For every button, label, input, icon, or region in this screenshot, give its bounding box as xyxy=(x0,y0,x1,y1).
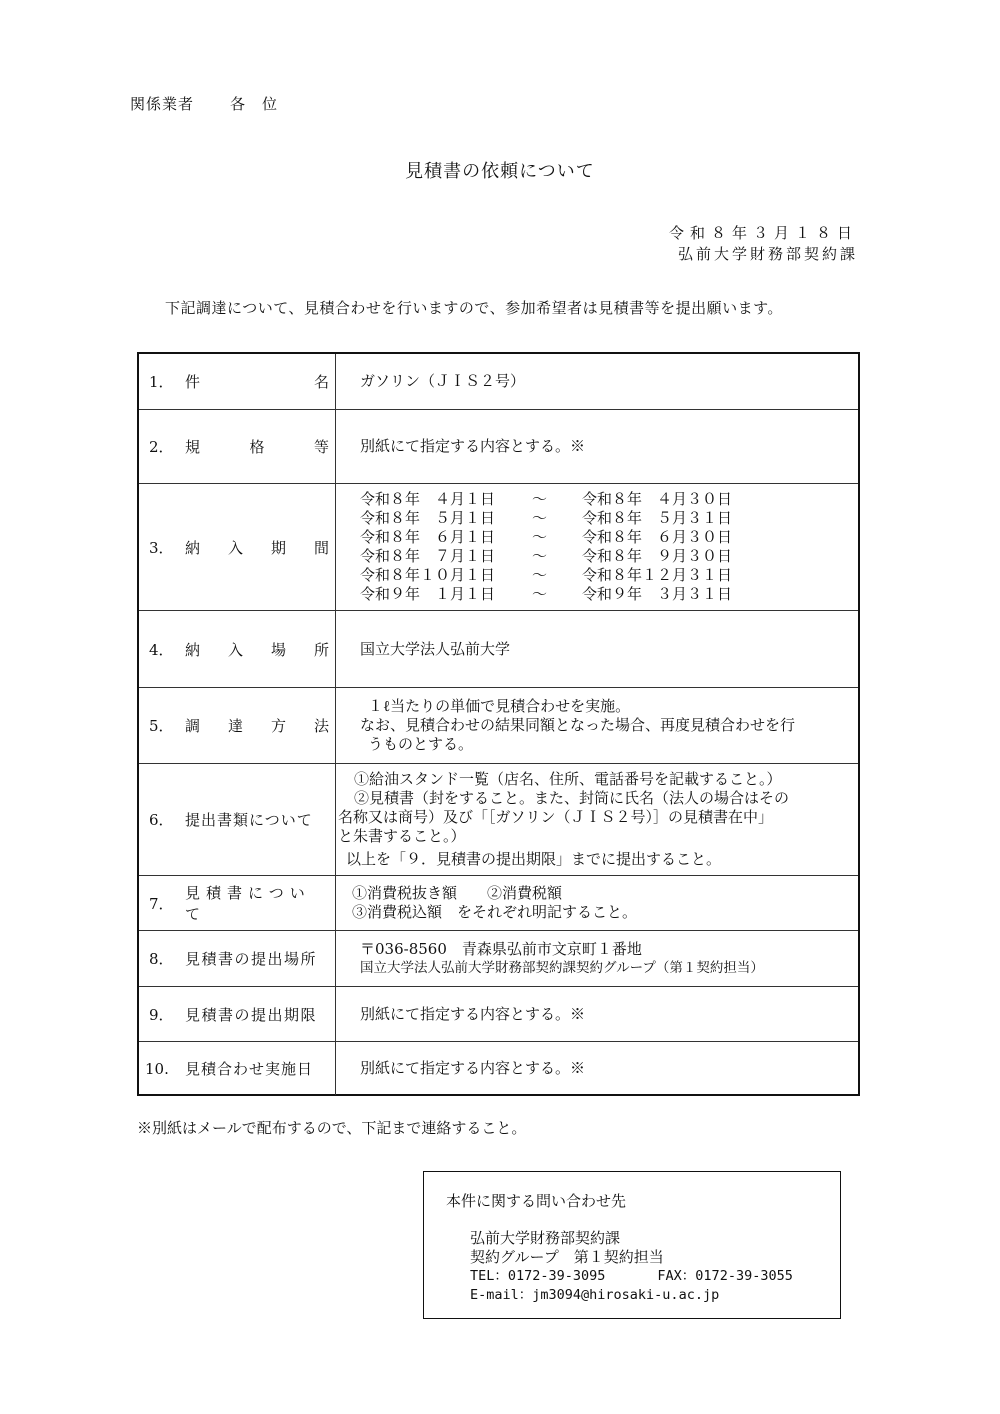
row-label-text xyxy=(185,371,329,392)
row-label xyxy=(139,484,336,610)
deadline-text: 別紙にて指定する内容とする。※ xyxy=(360,1004,586,1023)
row-number: 5． xyxy=(149,717,174,735)
label-char: 規 xyxy=(185,438,201,456)
row-number: 3． xyxy=(149,538,174,557)
estimate-line: ③消費税込額 をそれぞれ明記すること。 xyxy=(352,903,638,921)
label-char: 法 xyxy=(313,717,329,735)
contact-heading: 本件に関する問い合わせ先 xyxy=(446,1192,627,1210)
row-label-text xyxy=(185,715,329,736)
period-line xyxy=(360,509,850,528)
row-number: 10. xyxy=(145,1059,169,1078)
period-sep: ～ xyxy=(532,509,548,527)
row-value xyxy=(336,354,858,409)
label-char: 入 xyxy=(227,640,243,659)
period-to: 令和８年 ６月３０日 xyxy=(582,528,733,546)
spec-text: 別紙にて指定する内容とする。※ xyxy=(360,437,586,455)
row-label xyxy=(139,688,336,763)
document-line: 以上を「９．見積書の提出期限」までに提出すること。 xyxy=(346,850,722,868)
procurement-method xyxy=(336,688,858,763)
contact-phone-line xyxy=(470,1267,793,1286)
document-title: 見積書の依頼について xyxy=(405,161,595,182)
document-line: ②見積書（封をすること。また、封筒に氏名（法人の場合はその xyxy=(354,789,790,807)
meeting-date-text: 別紙にて指定する内容とする。※ xyxy=(360,1059,586,1077)
document-line: と朱書すること。） xyxy=(338,827,466,845)
row-value xyxy=(336,611,858,687)
delivery-periods xyxy=(336,484,858,610)
period-from: 令和８年 ７月１日 xyxy=(360,547,496,565)
row-label xyxy=(139,876,336,930)
label-char: 調 xyxy=(185,717,201,735)
label-char: 名 xyxy=(313,373,329,391)
row-number: 4． xyxy=(149,640,174,659)
period-sep: ～ xyxy=(532,566,548,584)
label-char: 間 xyxy=(313,538,329,557)
intro-text: 下記調達について、見積合わせを行いますので、参加希望者は見積書等を提出願います。 xyxy=(165,299,783,317)
period-sep: ～ xyxy=(532,585,548,603)
period-line xyxy=(360,528,850,547)
document-line: ①給油スタンド一覧（店名、住所、電話番号を記載すること。） xyxy=(354,770,782,788)
period-from: 令和８年 ５月１日 xyxy=(360,509,496,527)
period-line xyxy=(360,566,850,585)
row-value xyxy=(336,987,858,1041)
period-from: 令和９年 １月１日 xyxy=(360,585,496,603)
method-line: なお、見積合わせの結果同額となった場合、再度見積合わせを行 xyxy=(360,716,796,734)
row-label xyxy=(139,410,336,483)
row-label xyxy=(139,987,336,1041)
contact-group: 契約グループ 第１契約担当 xyxy=(470,1248,664,1266)
period-to: 令和８年 ４月３０日 xyxy=(582,490,733,508)
period-from: 令和８年 ６月１日 xyxy=(360,528,496,546)
row-label-text xyxy=(185,537,329,558)
label-char: 達 xyxy=(227,717,243,735)
label-char: 入 xyxy=(227,538,243,557)
row-label-text: 提出書類について xyxy=(185,811,313,829)
table-row xyxy=(139,354,858,410)
contact-box xyxy=(423,1171,841,1319)
contact-body xyxy=(470,1229,793,1305)
estimate-line: ①消費税抜き額 ②消費税額 xyxy=(352,884,563,902)
row-value xyxy=(336,410,858,483)
issuing-organization: 弘前大学財務部契約課 xyxy=(677,245,858,263)
table-row xyxy=(139,611,858,688)
estimate-notes xyxy=(336,876,858,930)
row-label xyxy=(139,764,336,875)
table-row xyxy=(139,688,858,764)
row-label xyxy=(139,1042,336,1095)
row-label-text: 見積書の提出期限 xyxy=(185,1005,318,1024)
period-to: 令和８年１２月３１日 xyxy=(582,566,733,584)
row-label xyxy=(139,931,336,986)
table-row xyxy=(139,1042,858,1095)
table-row xyxy=(139,410,858,484)
row-number: 7． xyxy=(149,894,174,913)
required-documents xyxy=(336,764,858,875)
row-label-text: 見積書について xyxy=(185,884,311,923)
row-label-text xyxy=(185,436,329,457)
label-char: 等 xyxy=(313,438,329,456)
item-name: ガソリン（ＪＩＳ２号） xyxy=(360,372,526,390)
contact-dept: 弘前大学財務部契約課 xyxy=(470,1229,621,1247)
period-line xyxy=(360,547,850,566)
row-label-text: 見積合わせ実施日 xyxy=(185,1060,314,1078)
method-line: １ℓ当たりの単価で見積合わせを実施。 xyxy=(368,697,631,715)
contact-tel: TEL：0172-39-3095 xyxy=(470,1268,606,1284)
label-char: 方 xyxy=(270,717,286,735)
spec-table xyxy=(137,352,860,1096)
row-label xyxy=(139,611,336,687)
label-char: 納 xyxy=(185,538,201,557)
label-char: 格 xyxy=(249,438,265,456)
issue-date: 令和８年３月１８日 xyxy=(668,224,858,242)
period-line xyxy=(360,490,850,509)
table-row xyxy=(139,987,858,1042)
period-to: 令和９年 ３月３１日 xyxy=(582,585,733,603)
contact-email[interactable]: E-mail：jm3094@hirosaki-u.ac.jp xyxy=(470,1287,720,1303)
row-number: 6． xyxy=(149,811,174,829)
period-to: 令和８年 ５月３１日 xyxy=(582,509,733,527)
period-sep: ～ xyxy=(532,490,548,508)
label-char: 所 xyxy=(313,640,329,659)
table-row xyxy=(139,764,858,876)
delivery-place: 国立大学法人弘前大学 xyxy=(360,639,511,658)
table-row xyxy=(139,931,858,987)
submission-place xyxy=(336,931,858,986)
row-value xyxy=(336,1042,858,1095)
contact-fax: FAX：0172-39-3055 xyxy=(657,1268,793,1284)
label-char: 件 xyxy=(185,373,201,391)
row-number: 1． xyxy=(149,373,174,391)
row-label-text: 見積書の提出場所 xyxy=(185,950,318,968)
label-char: 場 xyxy=(270,640,286,659)
method-line: うものとする。 xyxy=(368,735,474,753)
table-row xyxy=(139,484,858,611)
period-from: 令和８年 ４月１日 xyxy=(360,490,496,508)
period-from: 令和８年１０月１日 xyxy=(360,566,496,584)
addressee-honorific: 各 位 xyxy=(230,95,279,113)
period-sep: ～ xyxy=(532,528,548,546)
submission-address: 〒036-8560 青森県弘前市文京町１番地 xyxy=(360,939,642,958)
row-label xyxy=(139,354,336,409)
row-number: 9． xyxy=(149,1005,174,1024)
row-label-text xyxy=(185,639,329,660)
period-line xyxy=(360,585,850,604)
row-number: 8． xyxy=(149,950,174,968)
label-char: 期 xyxy=(270,538,286,557)
label-char: 納 xyxy=(185,640,201,659)
table-row xyxy=(139,876,858,931)
footnote: ※別紙はメールで配布するので、下記まで連絡すること。 xyxy=(137,1119,527,1137)
row-number: 2． xyxy=(149,438,174,456)
document-line: 名称又は商号）及び「［ガソリン（ＪＩＳ２号）］の見積書在中」 xyxy=(338,808,774,826)
submission-office: 国立大学法人弘前大学財務部契約課契約グループ（第１契約担当） xyxy=(360,959,764,976)
period-to: 令和８年 ９月３０日 xyxy=(582,547,733,565)
addressee xyxy=(130,93,278,114)
period-sep: ～ xyxy=(532,547,548,565)
addressee-to: 関係業者 xyxy=(130,95,195,113)
